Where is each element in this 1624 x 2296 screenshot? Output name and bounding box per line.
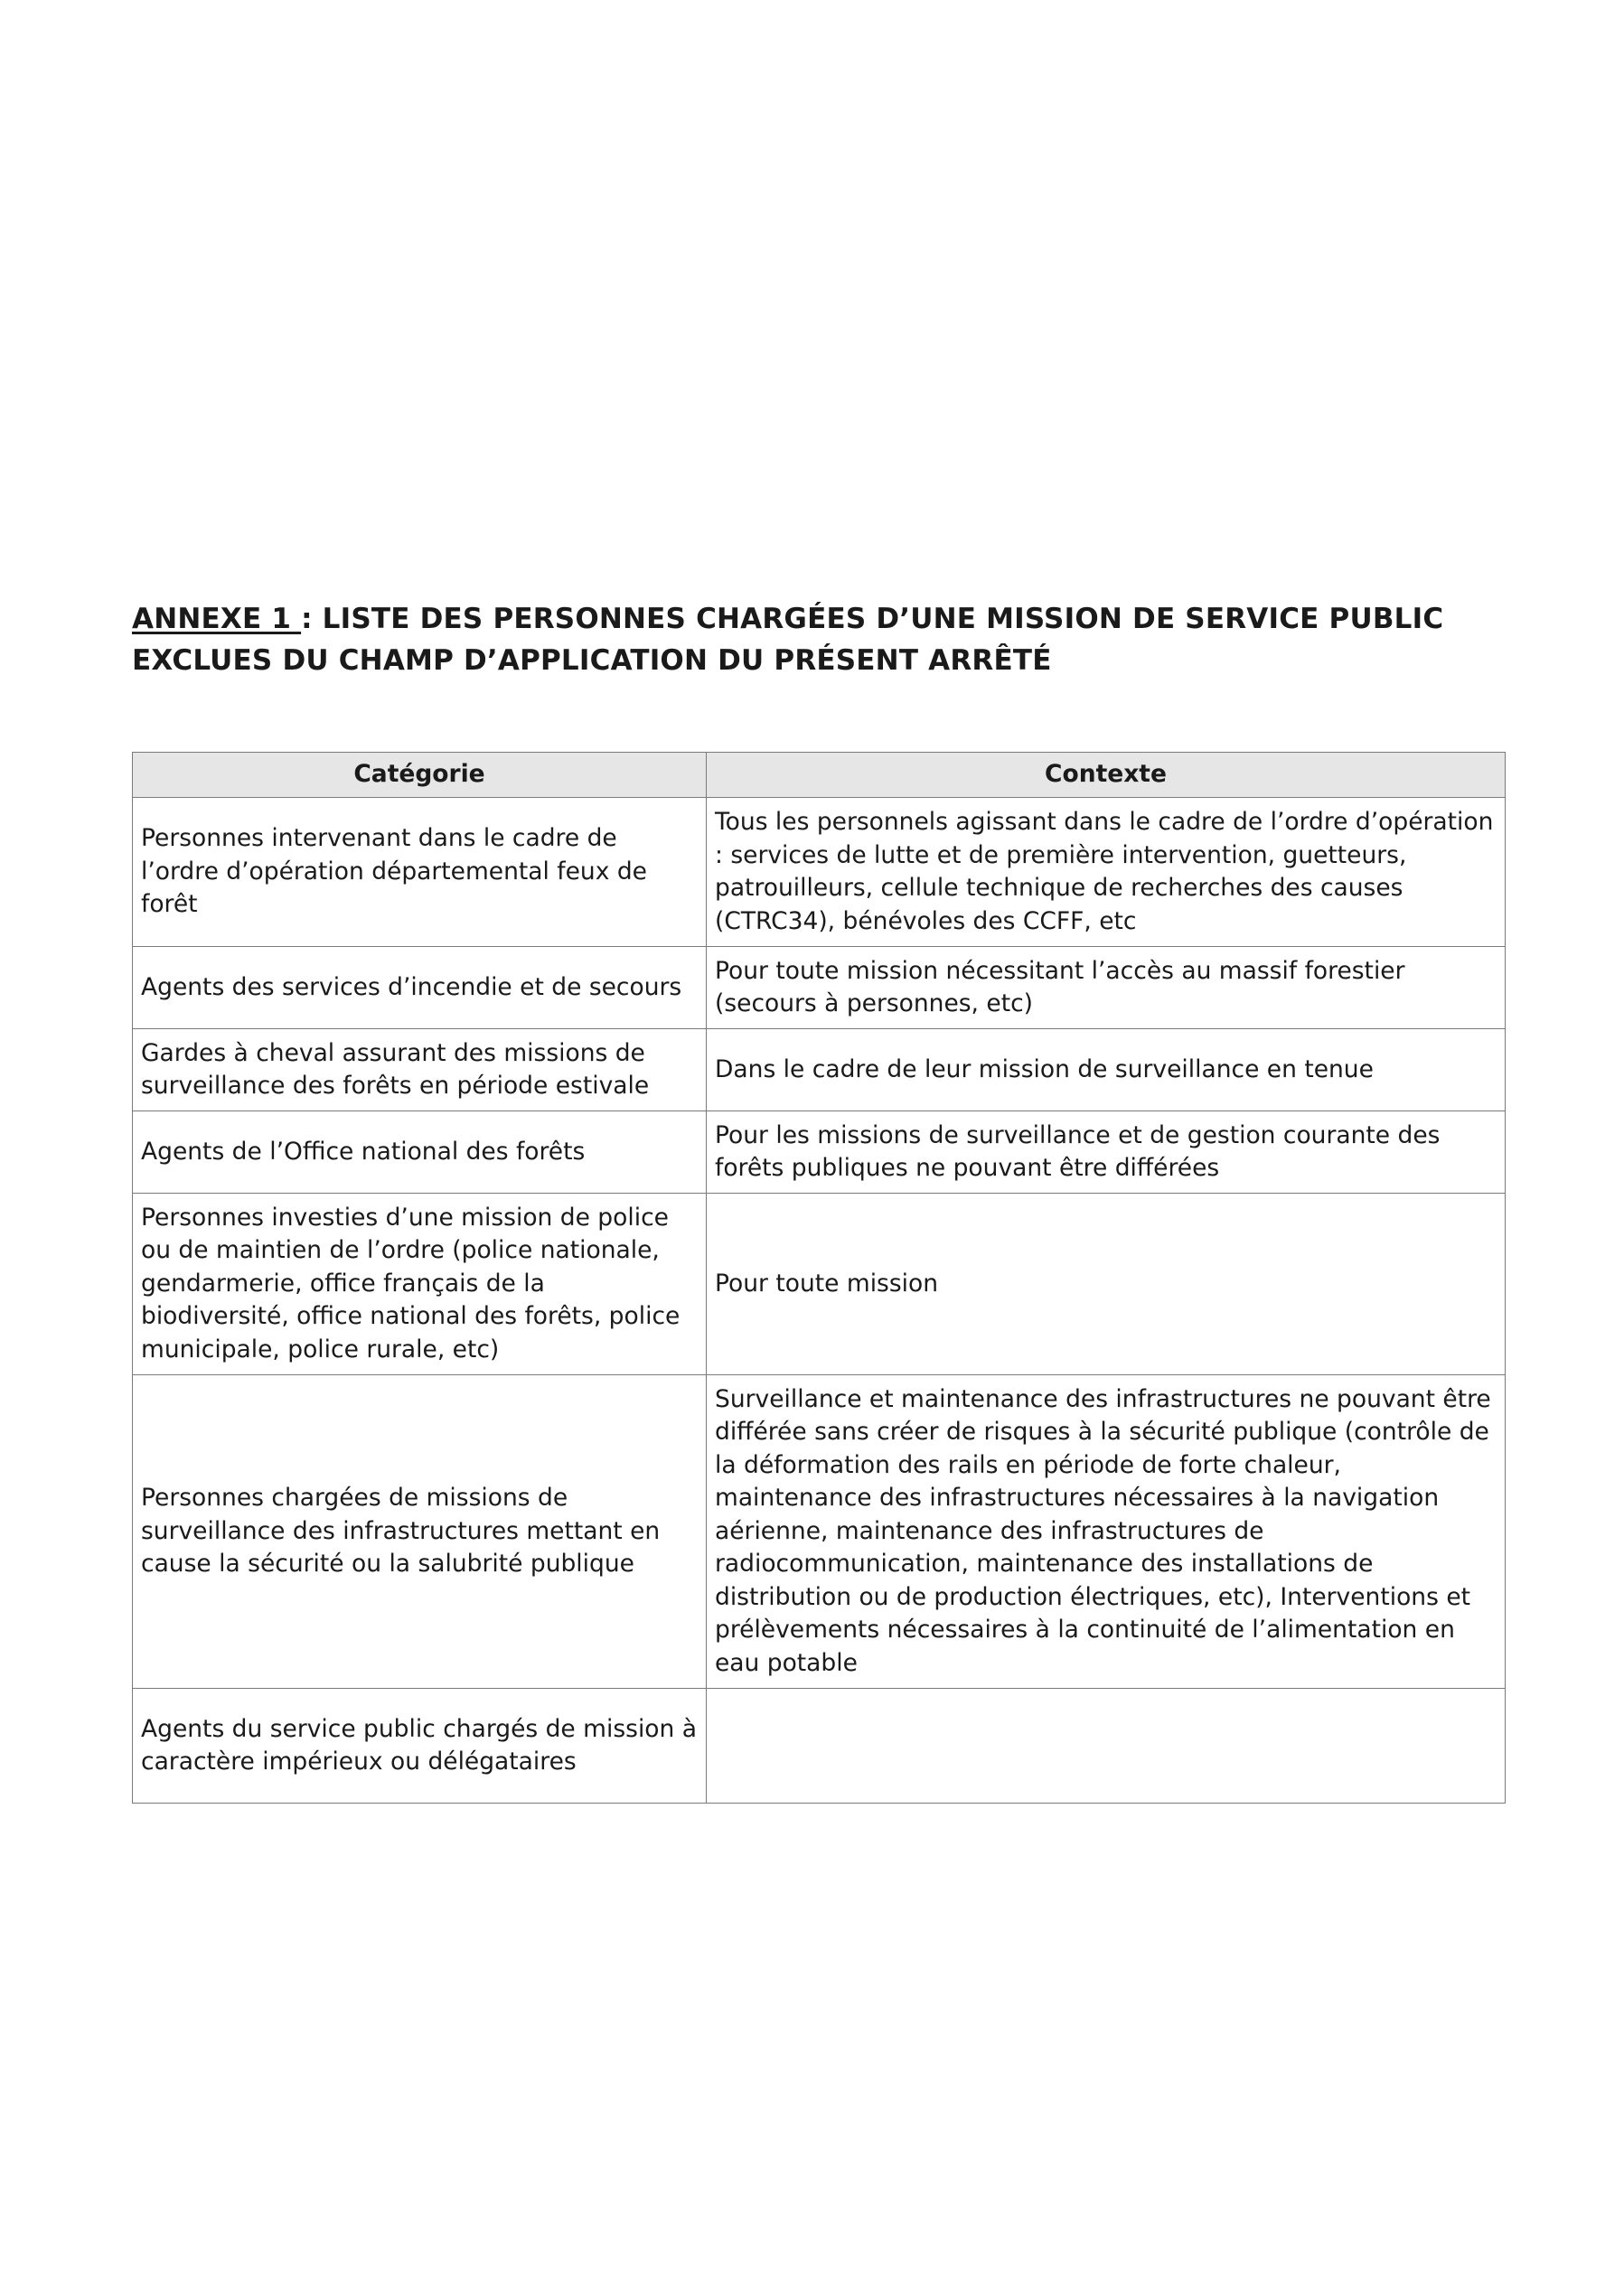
contexte-cell: Pour les missions de surveillance et de gestion courante des forêts publiques ne pouvant être différées (707, 1111, 1506, 1194)
table-row (133, 1111, 1506, 1194)
table-header-row (133, 753, 1506, 798)
categorie-cell: Personnes investies d’une mission de police ou de maintien de l’ordre (police nationale, gendarmerie, office français de la biodiversité, office national des forêts, police municipale, police rurale, etc) (133, 1194, 707, 1375)
table-row (133, 1375, 1506, 1689)
categorie-cell: Personnes chargées de missions de surveillance des infrastructures mettant en cause la sécurité ou la salubrité publique (133, 1375, 707, 1689)
annex-label: ANNEXE 1 (132, 603, 302, 635)
contexte-cell: Tous les personnels agissant dans le cadre de l’ordre d’opération : services de lutte et de première intervention, guetteurs, patrouilleurs, cellule technique de recherches des causes (CTRC34), bénévoles des CCFF, etc (707, 798, 1506, 947)
title-line-1-text: : LISTE DES PERSONNES CHARGÉES D’UNE MISSION DE SERVICE PUBLIC (301, 603, 1444, 635)
table-row (133, 1029, 1506, 1111)
categorie-cell: Personnes intervenant dans le cadre de l’ordre d’opération départemental feux de forêt (133, 798, 707, 947)
categorie-cell: Agents du service public chargés de mission à caractère impérieux ou délégataires (133, 1689, 707, 1804)
table-row (133, 1689, 1506, 1804)
column-header-categorie: Catégorie (133, 753, 707, 798)
contexte-cell: Pour toute mission (707, 1194, 1506, 1375)
contexte-cell: Dans le cadre de leur mission de surveillance en tenue (707, 1029, 1506, 1111)
table-row (133, 798, 1506, 947)
annex-table (132, 752, 1506, 1804)
title-line-1 (132, 598, 1524, 640)
title-line-2: EXCLUES DU CHAMP D’APPLICATION DU PRÉSENT ARRÊTÉ (132, 644, 1052, 677)
table-row (133, 1194, 1506, 1375)
contexte-cell: Pour toute mission nécessitant l’accès au massif forestier (secours à personnes, etc) (707, 947, 1506, 1029)
table-row (133, 947, 1506, 1029)
categorie-cell: Agents de l’Office national des forêts (133, 1111, 707, 1194)
column-header-contexte: Contexte (707, 753, 1506, 798)
contexte-cell: Surveillance et maintenance des infrastructures ne pouvant être différée sans créer de risques à la sécurité publique (contrôle de la déformation des rails en période de forte chaleur, maintenance des infrastructures nécessaires à la navigation aérienne, maintenance des infrastructures de radiocommunication, maintenance des installations de distribution ou de production électriques, etc), Interventions et prélèvements nécessaires à la continuité de l’alimentation en eau potable (707, 1375, 1506, 1689)
page-title (132, 598, 1524, 681)
contexte-cell-empty (707, 1689, 1506, 1804)
categorie-cell: Gardes à cheval assurant des missions de surveillance des forêts en période estivale (133, 1029, 707, 1111)
categorie-cell: Agents des services d’incendie et de secours (133, 947, 707, 1029)
